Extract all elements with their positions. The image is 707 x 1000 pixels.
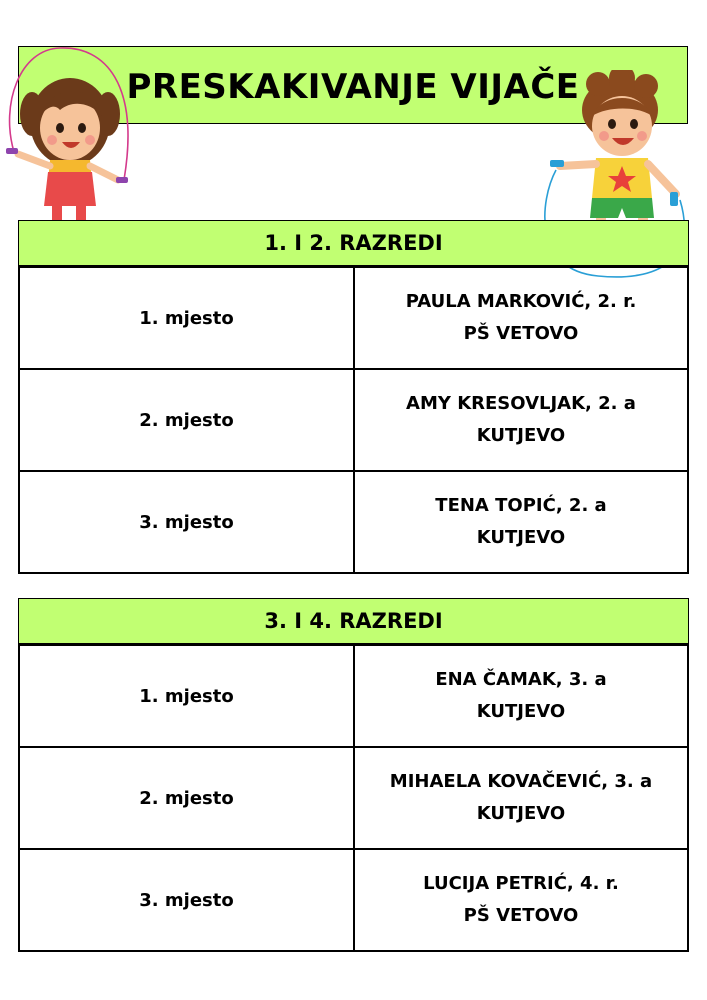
table-row xyxy=(19,369,688,471)
table-row xyxy=(19,645,688,747)
winner-name: MIHAELA KOVAČEVIĆ, 3. a xyxy=(389,771,653,792)
winner-name: LUCIJA PETRIĆ, 4. r. xyxy=(423,873,619,894)
place-label: 2. mjesto xyxy=(19,747,354,849)
section-header-grades-3-4: 3. I 4. RAZREDI xyxy=(18,598,689,644)
place-label: 2. mjesto xyxy=(19,369,354,471)
place-label: 1. mjesto xyxy=(19,645,354,747)
winner-name: ENA ČAMAK, 3. a xyxy=(435,669,607,690)
winner-name: AMY KRESOVLJAK, 2. a xyxy=(406,393,636,414)
winner-school: KUTJEVO xyxy=(476,425,566,446)
place-label: 3. mjesto xyxy=(19,471,354,573)
winner-school: KUTJEVO xyxy=(476,803,566,824)
winner-school: KUTJEVO xyxy=(476,701,566,722)
winner-school: PŠ VETOVO xyxy=(463,323,579,344)
winner-cell xyxy=(354,849,688,951)
winner-cell xyxy=(354,471,688,573)
place-label: 3. mjesto xyxy=(19,849,354,951)
table-row xyxy=(19,471,688,573)
girl-jumping-rope-illustration xyxy=(0,44,140,234)
winner-school: PŠ VETOVO xyxy=(463,905,579,926)
results-table-grades-3-4 xyxy=(18,644,689,952)
section-header-grades-1-2: 1. I 2. RAZREDI xyxy=(18,220,689,266)
winner-cell xyxy=(354,747,688,849)
winner-cell xyxy=(354,267,688,369)
table-row xyxy=(19,849,688,951)
winner-school: KUTJEVO xyxy=(476,527,566,548)
winner-name: TENA TOPIĆ, 2. a xyxy=(435,495,607,516)
page-title: PRESKAKIVANJE VIJAČE xyxy=(126,67,580,107)
place-label: 1. mjesto xyxy=(19,267,354,369)
winner-cell xyxy=(354,369,688,471)
table-row xyxy=(19,267,688,369)
winner-name: PAULA MARKOVIĆ, 2. r. xyxy=(405,291,637,312)
winner-cell xyxy=(354,645,688,747)
results-table-grades-1-2 xyxy=(18,266,689,574)
table-row xyxy=(19,747,688,849)
